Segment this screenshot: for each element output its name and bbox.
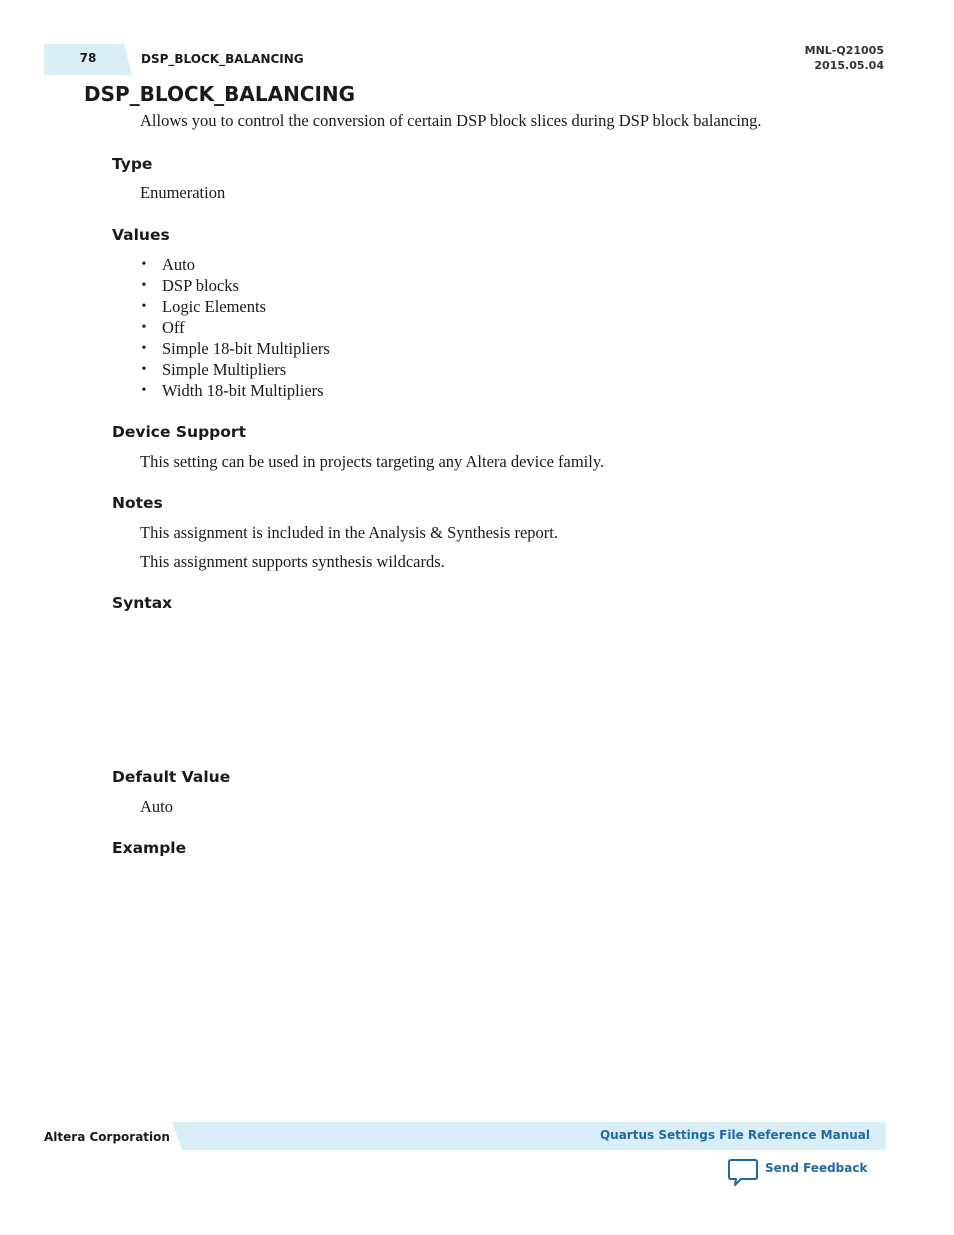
- notes-line-wildcards: This assignment supports synthesis wildcards.: [140, 552, 445, 571]
- document-id-block: [805, 43, 884, 73]
- page-title: DSP_BLOCK_BALANCING: [84, 82, 356, 106]
- notes-line-report: This assignment is included in the Analysis & Synthesis report.: [140, 523, 558, 542]
- page-number: 78: [79, 51, 97, 65]
- syntax-heading: Syntax: [112, 594, 173, 612]
- bullet-icon: •: [141, 383, 147, 398]
- values-list: [140, 254, 330, 401]
- example-heading: Example: [112, 839, 187, 857]
- list-item: [140, 380, 330, 401]
- document-date: 2015.05.04: [814, 59, 884, 72]
- speech-bubble-icon: [727, 1158, 759, 1188]
- default-value-heading: Default Value: [112, 768, 231, 786]
- footer-company: Altera Corporation: [44, 1130, 170, 1144]
- list-item-label: Width 18-bit Multipliers: [162, 381, 324, 400]
- list-item: [140, 317, 330, 338]
- device-support-heading: Device Support: [112, 423, 246, 441]
- list-item-label: Logic Elements: [162, 297, 267, 316]
- manual-title-link[interactable]: Quartus Settings File Reference Manual: [599, 1128, 870, 1142]
- description: Allows you to control the conversion of certain DSP block slices during DSP block balancing.: [140, 111, 762, 130]
- bullet-icon: •: [141, 341, 147, 356]
- list-item-label: Off: [162, 318, 185, 337]
- notes-heading: Notes: [112, 494, 163, 512]
- list-item: [140, 338, 330, 359]
- bullet-icon: •: [141, 257, 147, 272]
- default-value-text: Auto: [140, 797, 173, 816]
- bullet-icon: •: [141, 299, 147, 314]
- send-feedback-label: Send Feedback: [765, 1161, 868, 1175]
- bullet-icon: •: [141, 362, 147, 377]
- list-item: [140, 359, 330, 380]
- bullet-icon: •: [141, 320, 147, 335]
- type-value: Enumeration: [140, 183, 226, 202]
- send-feedback-button[interactable]: [727, 1158, 867, 1188]
- list-item-label: Simple Multipliers: [162, 360, 287, 379]
- list-item-label: DSP blocks: [162, 276, 239, 295]
- device-support-text: This setting can be used in projects targeting any Altera device family.: [140, 452, 605, 471]
- list-item-label: Auto: [162, 255, 195, 274]
- bullet-icon: •: [141, 278, 147, 293]
- values-heading: Values: [112, 226, 170, 244]
- list-item: [140, 296, 330, 317]
- list-item: [140, 254, 330, 275]
- type-heading: Type: [112, 155, 153, 173]
- document-id: MNL-Q21005: [804, 44, 884, 57]
- running-title: DSP_BLOCK_BALANCING: [141, 52, 304, 66]
- list-item: [140, 275, 330, 296]
- list-item-label: Simple 18-bit Multipliers: [162, 339, 330, 358]
